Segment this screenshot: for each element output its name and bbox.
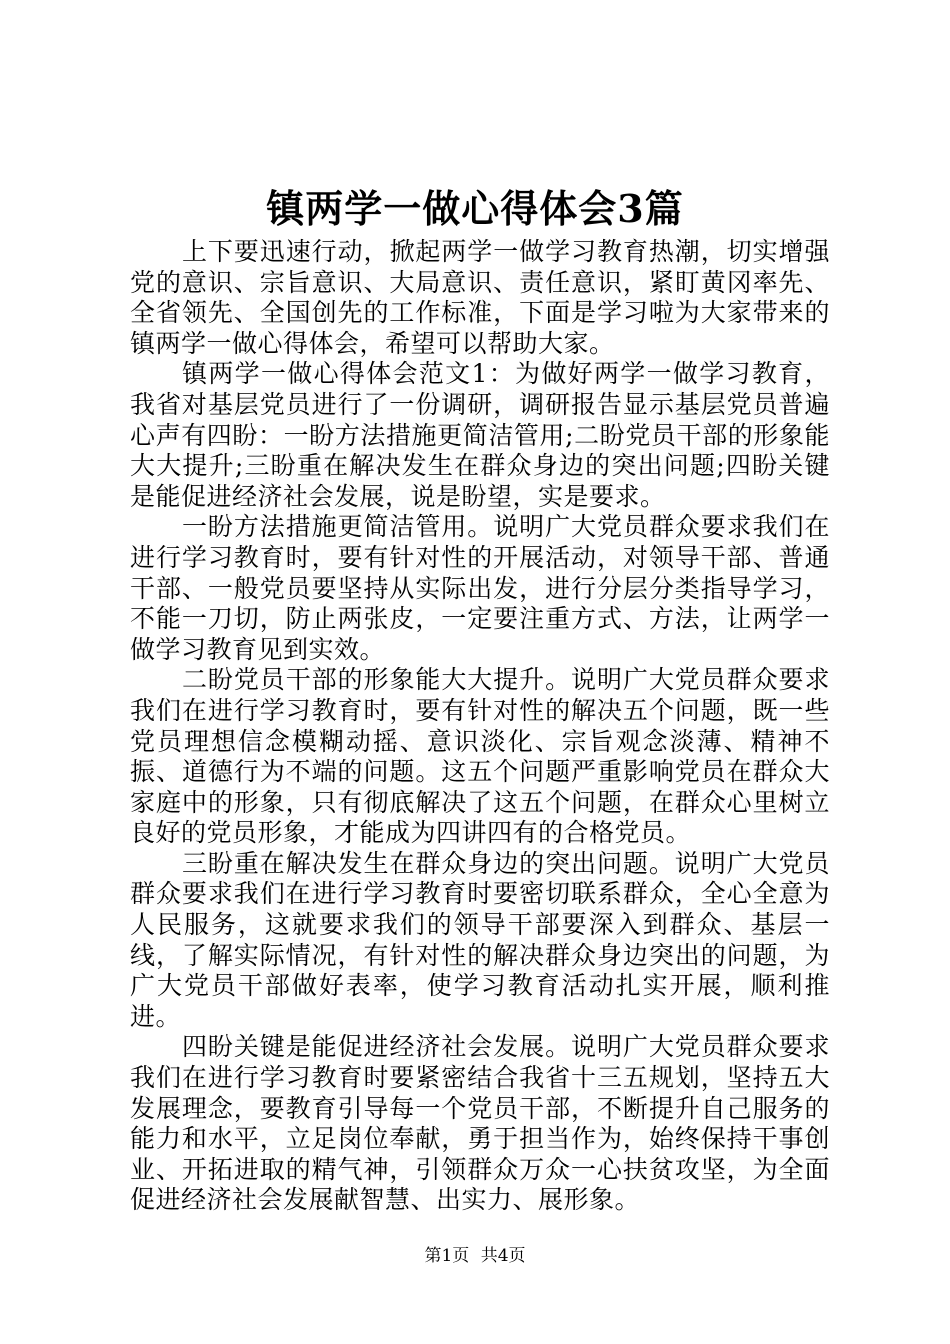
page-footer [0,1244,950,1268]
document-body [130,237,830,1216]
paragraph-hope-3: 三盼重在解决发生在群众身边的突出问题。说明广大党员群众要求我们在进行学习教育时要密切联系群众，全心全意为人民服务，这就要求我们的领导干部要深入到群众、基层一线，了解实际情况，有针对性的解决群众身边突出的问题，为广大党员干部做好表率，使学习教育活动扎实开展，顺利推进。 [130,848,830,1031]
page-total: 共4页 [480,1246,526,1266]
paragraph-sample-1: 镇两学一做心得体会范文1：为做好两学一做学习教育，我省对基层党员进行了一份调研，调研报告显示基层党员普遍心声有四盼：一盼方法措施更简洁管用;二盼党员干部的形象能大大提升;三盼重在解决发生在群众身边的突出问题;四盼关键是能促进经济社会发展，说是盼望，实是要求。 [130,359,830,511]
paragraph-intro: 上下要迅速行动，掀起两学一做学习教育热潮，切实增强党的意识、宗旨意识、大局意识、责任意识，紧盯黄冈率先、全省领先、全国创先的工作标准，下面是学习啦为大家带来的镇两学一做心得体会，希望可以帮助大家。 [130,237,830,358]
paragraph-hope-1: 一盼方法措施更简洁管用。说明广大党员群众要求我们在进行学习教育时，要有针对性的开展活动，对领导干部、普通干部、一般党员要坚持从实际出发，进行分层分类指导学习，不能一刀切，防止两张皮，一定要注重方式、方法，让两学一做学习教育见到实效。 [130,512,830,664]
paragraph-hope-2: 二盼党员干部的形象能大大提升。说明广大党员群众要求我们在进行学习教育时，要有针对性的解决五个问题，既一些党员理想信念模糊动摇、意识淡化、宗旨观念淡薄、精神不振、道德行为不端的问题。这五个问题严重影响党员在群众大家庭中的形象，只有彻底解决了这五个问题，在群众心里树立良好的党员形象，才能成为四讲四有的合格党员。 [130,665,830,848]
paragraph-hope-4: 四盼关键是能促进经济社会发展。说明广大党员群众要求我们在进行学习教育时要紧密结合我省十三五规划，坚持五大发展理念，要教育引导每一个党员干部，不断提升自己服务的能力和水平，立足岗位奉献，勇于担当作为，始终保持干事创业、开拓进取的精气神，引领群众万众一心扶贫攻坚，为全面促进经济社会发展献智慧、出实力、展形象。 [130,1032,830,1215]
page-number: 第1页 [424,1246,470,1266]
document-title: 镇两学一做心得体会3篇 [266,186,684,231]
